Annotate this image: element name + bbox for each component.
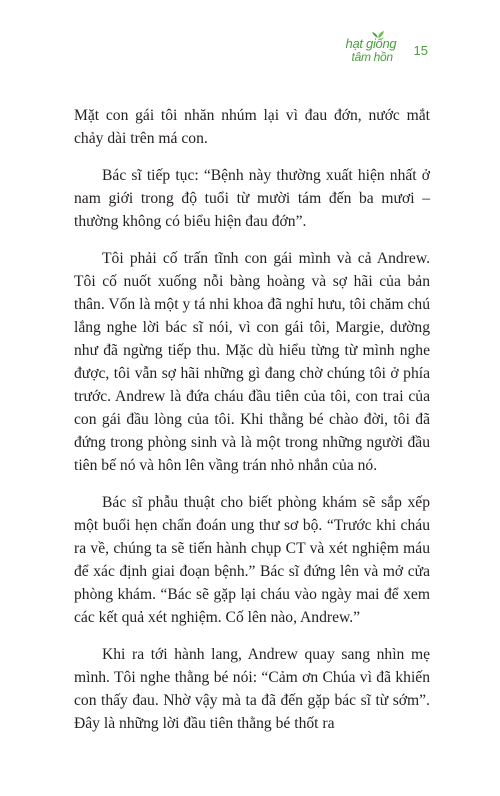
page-number: 15 — [413, 43, 428, 58]
paragraph: Khi ra tới hành lang, Andrew quay sang nhìn mẹ mình. Tôi nghe thằng bé nói: “Cảm ơn Chúa vì đã khiến con thấy đau. Nhờ vậy mà ta đã đến gặp bác sĩ từ sớm”. Đây là những lời đầu tiên thằng bé thốt ra — [74, 646, 430, 732]
paragraph: Bác sĩ phẫu thuật cho biết phòng khám sẽ sắp xếp một buổi hẹn chẩn đoán ung thư sơ bộ. “Trước khi cháu ra về, chúng ta sẽ tiến hành chụp CT và xét nghiệm máu để xác định giai đoạn bệnh.” Bác sĩ đứng lên và mở cửa phòng khám. “Bác sẽ gặp lại cháu vào ngày mai để xem các kết quả xét nghiệm. Cố lên nào, Andrew.” — [74, 494, 430, 626]
paragraph: Mặt con gái tôi nhăn nhúm lại vì đau đớn, nước mắt chảy dài trên má con. — [74, 107, 430, 147]
page-header — [344, 30, 428, 70]
logo-text-bottom: tâm hồn — [351, 50, 393, 64]
publisher-logo — [344, 30, 402, 70]
paragraph: Tôi phải cố trấn tĩnh con gái mình và cả Andrew. Tôi cố nuốt xuống nỗi bàng hoàng và sợ hãi của bản thân. Vốn là một y tá nhi khoa đã nghỉ hưu, tôi chăm chú lắng nghe lời bác sĩ nói, vì con gái tôi, Margie, dường như đã ngừng tiếp thu. Mặc dù hiểu từng từ mình nghe được, tôi vẫn sợ hãi những gì đang chờ chúng tôi ở phía trước. Andrew là đứa cháu đầu tiên của tôi, con trai của con gái đầu lòng của tôi. Khi thằng bé chào đời, tôi đã đứng trong phòng sinh và là một trong những người đầu tiên bế nó và hôn lên vầng trán nhỏ nhắn của nó. — [74, 250, 430, 474]
body-text — [74, 104, 430, 749]
logo-text-top: hạt giống — [345, 36, 397, 51]
paragraph: Bác sĩ tiếp tục: “Bệnh này thường xuất hiện nhất ở nam giới trong độ tuổi từ mười tám đến ba mươi – thường không có biểu hiện đau đớn”. — [74, 167, 430, 230]
